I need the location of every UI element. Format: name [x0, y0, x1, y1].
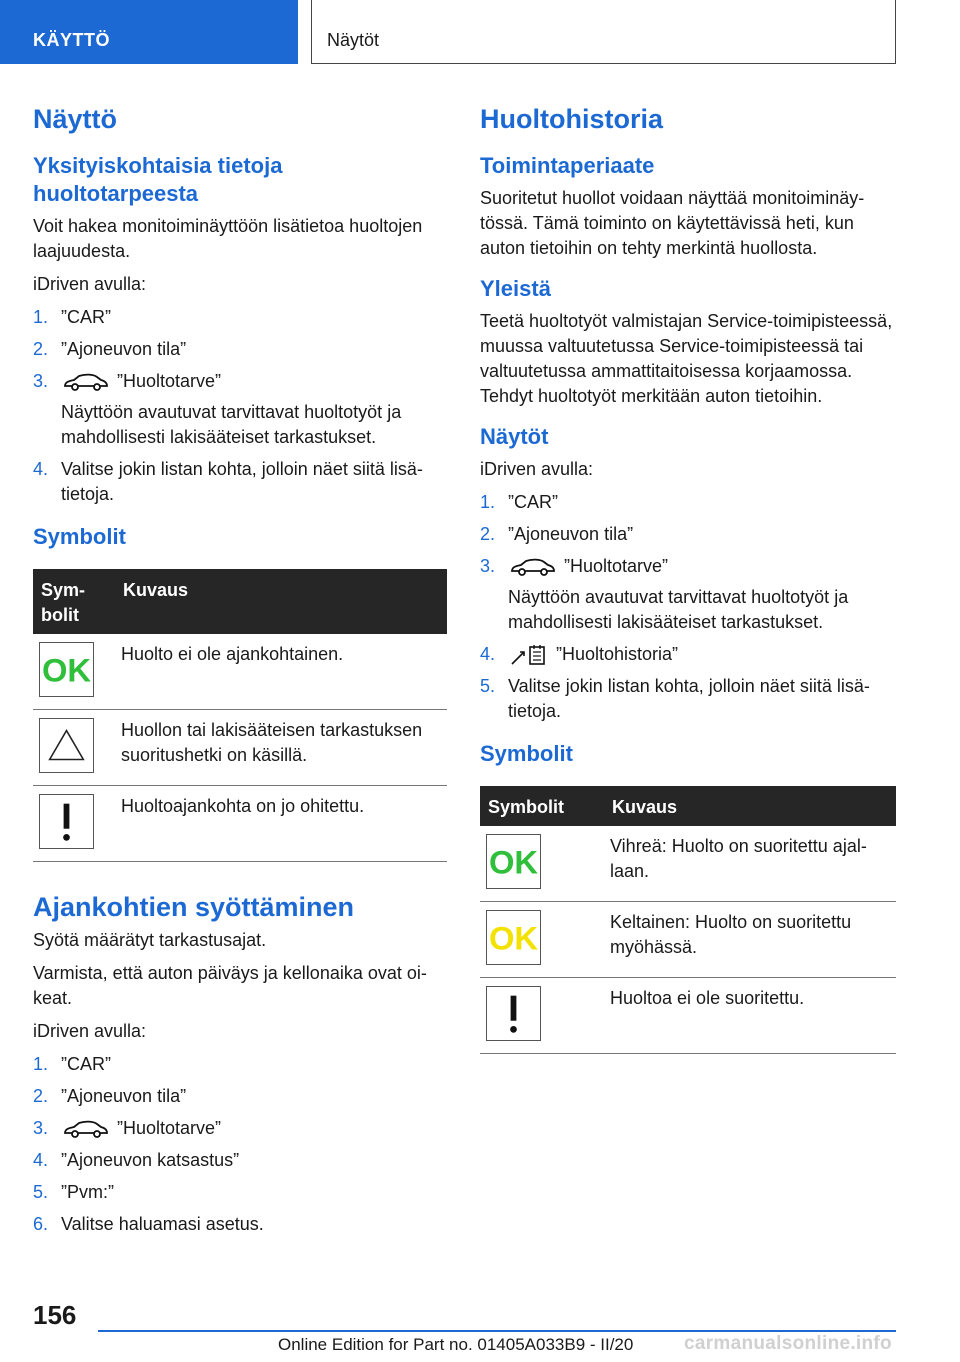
heading-details: Yksityiskohtaisia tietoja huoltotarpeesta	[33, 153, 283, 206]
heading-display: Näyttö	[33, 104, 118, 134]
table-header-symbols: Symbolit	[480, 786, 604, 826]
list-item: 1. ”CAR”	[480, 492, 558, 512]
car-icon	[510, 558, 556, 576]
edition-text: Online Edition for Part no. 01405A033B9 - II/20	[278, 1335, 634, 1354]
dates-paragraph-2: Varmista, että auton päiväys ja kellonaika ovat oikeat.	[33, 963, 427, 1008]
row-description: Huoltoajankohta on jo ohitettu.	[115, 786, 447, 862]
page-number: 156	[33, 1300, 77, 1330]
heading-general: Yleistä	[480, 276, 551, 301]
list-item: 1. ”CAR”	[33, 1054, 111, 1074]
row-description: Huolto ei ole ajankohtainen.	[115, 634, 447, 710]
table-header-description: Kuvaus	[115, 569, 447, 634]
list-item: 1. ”CAR”	[33, 307, 111, 327]
idrive-paragraph: iDriven avulla:	[33, 1021, 147, 1041]
symbols-table	[33, 569, 447, 862]
list-item: 3. ”Huoltotarve” Näyttöön avautuvat tarvittavat huoltotyöt ja mahdollisesti lakisääteiset tarkastukset.	[33, 371, 402, 447]
right-column	[480, 100, 896, 1054]
list-item: 3. ”Huoltotarve” Näyttöön avautuvat tarvittavat huoltotyöt ja mahdollisesti lakisääteiset tarkastukset.	[480, 556, 849, 632]
list-item: 2. ”Ajoneuvon tila”	[33, 339, 187, 359]
table-header-description: Kuvaus	[604, 786, 896, 826]
steps-list-dates	[33, 1052, 447, 1237]
heading-displays: Näytöt	[480, 424, 549, 449]
exclamation-icon	[486, 986, 541, 1041]
car-icon	[63, 1120, 109, 1138]
exclamation-icon	[39, 794, 94, 849]
list-item: 4. Valitse jokin listan kohta, jolloin näet siitä lisätietoja.	[33, 459, 423, 504]
history-symbols-table	[480, 786, 896, 1054]
row-description: Huoltoa ei ole suoritettu.	[604, 978, 896, 1054]
idrive-paragraph: iDriven avulla:	[480, 459, 594, 479]
section-label: KÄYTTÖ	[33, 30, 110, 50]
list-item: 4. ”Huoltohistoria”	[480, 642, 896, 667]
principle-paragraph: Suoritetut huollot voidaan näyttää monitoiminäytössä. Tämä toiminto on käytettävissä heti, kun auton tietoihin on tehty merkintä huollosta.	[480, 188, 865, 258]
row-description: Keltainen: Huolto on suoritettu myöhässä.	[604, 902, 896, 978]
intro-paragraph: Voit hakea monitoiminäyttöön lisätietoa huoltojen laajuudesta.	[33, 216, 423, 261]
watermark: carmanualsonline.info	[684, 1333, 892, 1354]
table-row	[480, 826, 896, 902]
steps-list	[33, 305, 447, 507]
svg-text:OK: OK	[41, 651, 92, 689]
table-row	[480, 978, 896, 1054]
ok-yellow-icon	[486, 910, 541, 965]
service-history-icon	[510, 644, 548, 666]
ok-green-icon	[39, 642, 94, 697]
dates-paragraph-1: Syötä määrätyt tarkastusajat.	[33, 930, 267, 950]
list-item: 2. ”Ajoneuvon tila”	[33, 1086, 187, 1106]
list-item: 3. ”Huoltotarve”	[33, 1118, 222, 1138]
table-row	[33, 710, 447, 786]
car-icon	[63, 373, 109, 391]
svg-text:OK: OK	[488, 919, 539, 957]
row-description: Vihreä: Huolto on suoritettu ajallaan.	[604, 826, 896, 902]
heading-symbols: Symbolit	[480, 741, 573, 766]
table-row	[33, 786, 447, 862]
list-item: 2. ”Ajoneuvon tila”	[480, 524, 634, 544]
chapter-title: Näytöt	[327, 30, 380, 50]
heading-symbols: Symbolit	[33, 524, 126, 549]
ok-green-icon	[486, 834, 541, 889]
row-description: Huollon tai lakisääteisen tarkastuksen suoritushetki on käsillä.	[115, 710, 447, 786]
list-item: 5. Valitse jokin listan kohta, jolloin näet siitä lisätietoja.	[480, 676, 870, 721]
table-row	[33, 634, 447, 710]
svg-text:OK: OK	[488, 843, 539, 881]
footer-rule	[98, 1330, 896, 1332]
heading-enter-dates: Ajankohtien syöttäminen	[33, 892, 355, 922]
list-item: 5. ”Pvm:”	[33, 1182, 114, 1202]
table-header-symbols: Symbolit	[33, 569, 115, 634]
general-paragraph: Teetä huoltotyöt valmistajan Service-toimipisteessä, muussa valtuutetussa Service-toimipisteessä tai valtuutetussa ammattitaitoisessa korjaamossa. Tehdyt huoltotyöt merkitään auton tietoihin.	[480, 311, 893, 406]
section-tab	[0, 0, 298, 64]
heading-service-history: Huoltohistoria	[480, 104, 663, 134]
steps-list	[480, 490, 896, 724]
list-item: 4. ”Ajoneuvon katsastus”	[33, 1150, 240, 1170]
heading-principle: Toimintaperiaate	[480, 153, 655, 178]
list-item: 6. Valitse haluamasi asetus.	[33, 1214, 264, 1234]
table-row	[480, 902, 896, 978]
idrive-paragraph: iDriven avulla:	[33, 274, 147, 294]
warning-triangle-icon	[39, 718, 94, 773]
chapter-header	[311, 0, 896, 64]
left-column	[33, 100, 447, 1245]
